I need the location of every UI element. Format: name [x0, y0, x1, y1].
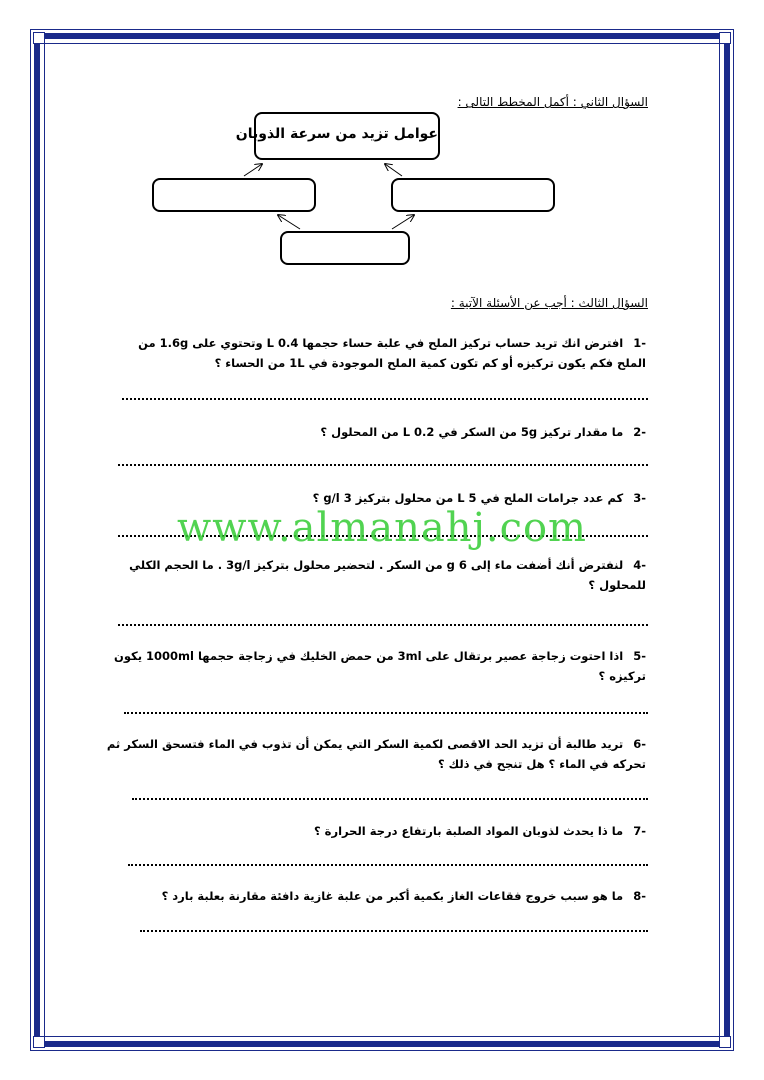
question-text: اذا احتوت زجاجة عصير برتقال على 3ml من حمض الخليك في زجاجة حجمها 1000ml يكون تركيزه ؟ — [114, 649, 646, 683]
question-text: كم عدد جرامات الملح في L 5 من محلول بتركيز 3 g/l ؟ — [312, 491, 624, 505]
watermark: www.almanahj.com — [176, 505, 587, 551]
question-text: تريد طالبة أن تزيد الحد الاقصى لكمية السكر التي يمكن أن تذوب في الماء فتسحق السكر ثم تحركه في الماء ؟ هل تنجح في ذلك ؟ — [106, 737, 646, 771]
question-3-heading: السؤال الثالث : أجب عن الأسئلة الآتية : — [450, 296, 648, 310]
question-text: ما ذا يحدث لذوبان المواد الصلبة بارتفاع درجة الحرارة ؟ — [313, 824, 624, 838]
question-number: -7 — [633, 824, 646, 838]
question-text: افترض انك تريد حساب تركيز الملح في علبة حساء حجمها L 0.4 وتحتوي على 1.6g من الملح فكم يكون تركيزه أو كم تكون كمية الملح الموجودة في 1L من الحساء ؟ — [138, 336, 646, 370]
answer-line-8[interactable] — [140, 930, 648, 932]
question-number: -3 — [633, 491, 646, 505]
question-text: ما هو سبب خروج فقاعات الغاز بكمية أكبر من علبة غازية دافئة مقارنة بعلبة بارد ؟ — [161, 889, 624, 903]
question-item-5 — [106, 646, 646, 686]
diagram-center-label: عوامل تزيد من سرعة الذوبان — [235, 126, 438, 142]
question-number: -1 — [633, 336, 646, 350]
question-number: -5 — [633, 649, 646, 663]
question-number: -6 — [633, 737, 646, 751]
answer-line-4[interactable] — [118, 624, 648, 626]
answer-line-6[interactable] — [132, 798, 648, 800]
question-text: ما مقدار تركيز 5g من السكر في L 0.2 من المحلول ؟ — [320, 425, 624, 439]
question-item-2 — [106, 422, 646, 442]
question-item-6 — [106, 734, 646, 774]
question-2-heading: السؤال الثاني : أكمل المخطط التالى : — [457, 95, 648, 109]
question-item-7 — [106, 821, 646, 841]
question-number: -4 — [633, 558, 646, 572]
answer-line-2[interactable] — [118, 464, 648, 466]
question-item-4 — [106, 555, 646, 595]
question-item-8 — [106, 886, 646, 906]
question-number: -2 — [633, 425, 646, 439]
question-number: -8 — [633, 889, 646, 903]
arrow-bottom-to-right — [392, 215, 414, 229]
answer-line-7[interactable] — [128, 864, 648, 866]
arrow-left-to-center — [244, 164, 262, 176]
question-text: لنفترض أنك أضفت ماء إلى g 6 من السكر . لتحضير محلول بتركيز 3g/l . ما الحجم الكلي للمحلول ؟ — [129, 558, 646, 592]
answer-line-1[interactable] — [122, 398, 648, 400]
answer-line-5[interactable] — [124, 712, 648, 714]
arrow-right-to-center — [385, 164, 402, 176]
question-item-1 — [106, 333, 646, 373]
arrow-bottom-to-left — [278, 215, 300, 229]
